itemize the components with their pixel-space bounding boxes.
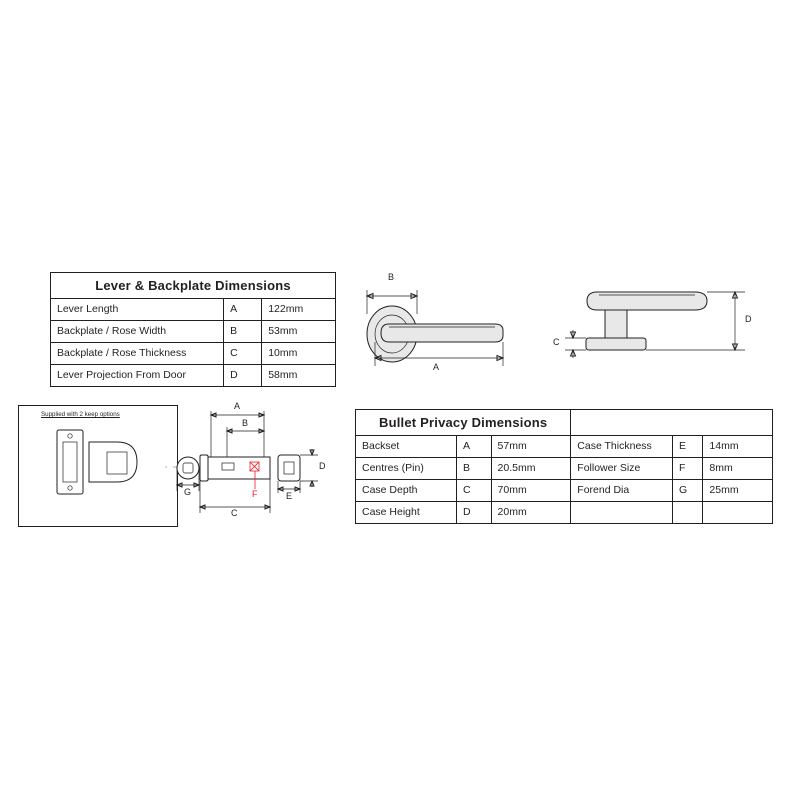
row-value: 70mm	[491, 480, 571, 502]
table-row	[51, 299, 336, 321]
row-value-2: 14mm	[703, 436, 773, 458]
table-title-row	[356, 410, 773, 436]
dim-label-c: C	[231, 508, 238, 518]
dim-label-b: B	[242, 418, 249, 428]
dim-label-c: C	[553, 337, 560, 347]
row-value: 20mm	[491, 502, 571, 524]
row-value-2: 25mm	[703, 480, 773, 502]
row-label: Centres (Pin)	[356, 458, 457, 480]
dim-label-b: B	[388, 272, 395, 282]
privacy-dimensions-table	[355, 409, 773, 524]
privacy-table-title-spacer	[571, 410, 773, 436]
row-code-2: E	[673, 436, 703, 458]
mortice-case-diagram	[184, 401, 346, 530]
privacy-dimensions-grid	[355, 409, 773, 524]
lever-front-view-diagram	[345, 272, 535, 387]
latch-keep-svg	[19, 420, 177, 530]
row-value: 122mm	[262, 299, 336, 321]
row-value: 58mm	[262, 365, 336, 387]
lever-neck	[605, 310, 627, 338]
row-label: Case Depth	[356, 480, 457, 502]
row-code-2: G	[673, 480, 703, 502]
lever-dimensions-table	[50, 272, 336, 387]
rose-plate	[586, 338, 646, 350]
keep-plate-square	[57, 430, 83, 494]
latch-keep-diagram	[18, 405, 178, 527]
row-label-2	[571, 502, 673, 524]
table-title-row	[51, 273, 336, 299]
lever-dimensions-grid	[50, 272, 336, 387]
row-code-2: F	[673, 458, 703, 480]
row-code: C	[224, 343, 262, 365]
row-code: B	[224, 321, 262, 343]
row-code: A	[456, 436, 491, 458]
table-row	[51, 321, 336, 343]
lever-side-view-diagram	[545, 272, 775, 387]
dim-label-d: D	[745, 314, 752, 324]
row-code: A	[224, 299, 262, 321]
dim-label-e: E	[286, 491, 293, 501]
table-row	[356, 480, 773, 502]
table-row	[356, 458, 773, 480]
table-row	[51, 343, 336, 365]
case-endcap	[278, 455, 300, 481]
row-label: Backplate / Rose Thickness	[51, 343, 224, 365]
lever-table-title: Lever & Backplate Dimensions	[51, 273, 336, 299]
row-label: Lever Projection From Door	[51, 365, 224, 387]
row-code-2	[673, 502, 703, 524]
lever-side-svg	[545, 272, 775, 387]
keep-plate-radius	[89, 442, 137, 482]
row-value-2: 8mm	[703, 458, 773, 480]
row-label-2: Case Thickness	[571, 436, 673, 458]
forend-round-plate	[177, 457, 199, 479]
row-label: Case Height	[356, 502, 457, 524]
row-value: 10mm	[262, 343, 336, 365]
table-row	[356, 502, 773, 524]
dim-label-a: A	[433, 362, 440, 372]
privacy-table-title: Bullet Privacy Dimensions	[356, 410, 571, 436]
row-label-2: Follower Size	[571, 458, 673, 480]
row-value: 20.5mm	[491, 458, 571, 480]
row-code: C	[456, 480, 491, 502]
row-label: Backset	[356, 436, 457, 458]
lever-front-svg	[345, 272, 535, 387]
case-forend	[200, 455, 208, 481]
dim-label-f: F	[252, 489, 258, 499]
case-body	[208, 457, 270, 479]
row-value-2	[703, 502, 773, 524]
row-label: Lever Length	[51, 299, 224, 321]
row-value: 53mm	[262, 321, 336, 343]
row-label-2: Forend Dia	[571, 480, 673, 502]
row-code: B	[456, 458, 491, 480]
row-code: D	[224, 365, 262, 387]
dim-label-g: G	[184, 487, 192, 497]
row-value: 57mm	[491, 436, 571, 458]
row-code: D	[456, 502, 491, 524]
row-label: Backplate / Rose Width	[51, 321, 224, 343]
table-row	[356, 436, 773, 458]
dim-label-d: D	[319, 461, 326, 471]
keep-options-note: Supplied with 2 keep options	[41, 411, 120, 418]
table-row	[51, 365, 336, 387]
dim-label-a: A	[234, 401, 241, 411]
